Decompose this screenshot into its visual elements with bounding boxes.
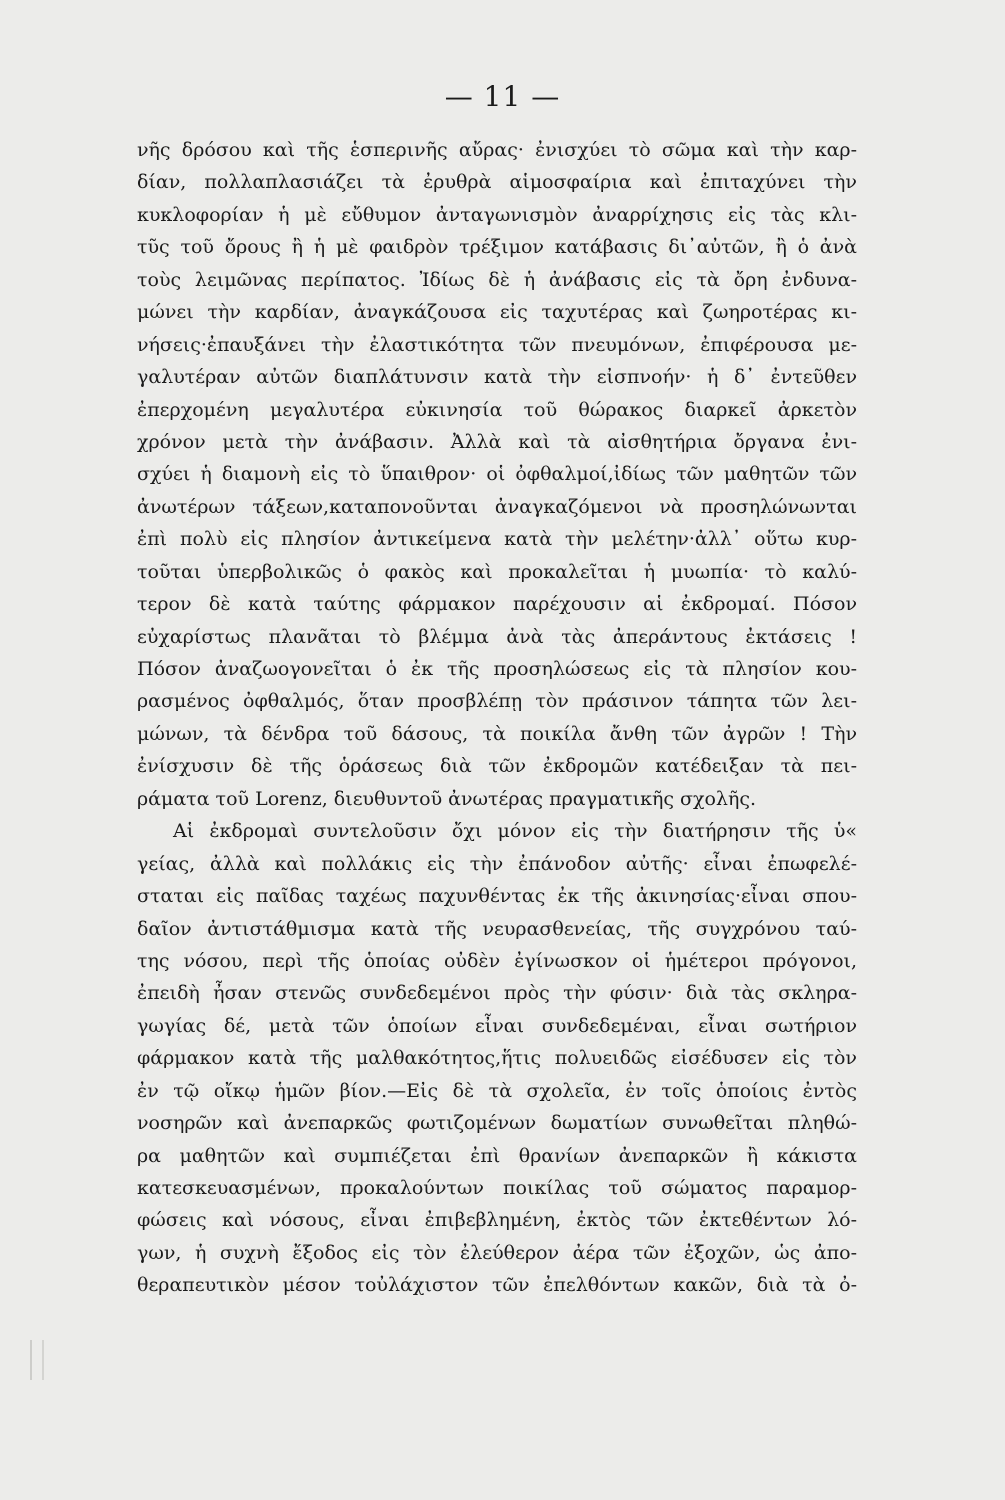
text-line: ἐν τῷ οἴκῳ ἡμῶν βίον.—Εἰς δὲ τὰ σχολεῖα, ἐν τοῖς ὁποίοις ἐντὸς — [137, 1079, 857, 1102]
text-line: κυκλοφορίαν ἡ μὲ εὔθυμον ἀνταγωνισμὸν ἀναρρίχησις εἰς τὰς κλι- — [137, 203, 857, 226]
text-line: νοσηρῶν καὶ ἀνεπαρκῶς φωτιζομένων δωματίων συνωθεῖται πληθώ- — [137, 1112, 857, 1135]
margin-smudge — [30, 1340, 44, 1380]
text-line: Πόσον ἀναζωογονεῖται ὁ ἐκ τῆς προσηλώσεως εἰς τὰ πλησίον κου- — [137, 658, 857, 680]
text-line: ρασμένος ὀφθαλμός, ὅταν προσβλέπῃ τὸν πράσινον τάπητα τῶν λει- — [137, 690, 857, 713]
page-number: — 11 — — [444, 80, 561, 113]
text-line: μώνει τὴν καρδίαν, ἀναγκάζουσα εἰς ταχυτέρας καὶ ζωηροτέρας κι- — [137, 301, 857, 324]
text-line: νήσεις·ἐπαυξάνει τὴν ἐλαστικότητα τῶν πνευμόνων, ἐπιφέρουσα με- — [137, 333, 857, 356]
text-line: νῆς δρόσου καὶ τῆς ἑσπερινῆς αὔρας· ἐνισχύει τὸ σῶμα καὶ τὴν καρ- — [137, 139, 857, 161]
text-line: γείας, ἀλλὰ καὶ πολλάκις εἰς τὴν ἐπάνοδον αὐτῆς· εἶναι ἐπωφελέ- — [137, 852, 857, 875]
text-line: ἐπερχομένη μεγαλυτέρα εὐκινησία τοῦ θώρακος διαρκεῖ ἀρκετὸν — [137, 398, 857, 421]
text-line: χρόνον μετὰ τὴν ἀνάβασιν. Ἀλλὰ καὶ τὰ αἰσθητήρια ὄργανα ἐνι- — [137, 430, 857, 453]
text-line: ράματα τοῦ Lorenz, διευθυντοῦ ἀνωτέρας πραγματικῆς σχολῆς. — [137, 787, 757, 810]
text-line: θεραπευτικὸν μέσον τοὐλάχιστον τῶν ἐπελθόντων κακῶν, διὰ τὰ ὀ- — [137, 1274, 857, 1297]
text-line: κατεσκευασμένων, προκαλούντων ποικίλας τοῦ σώματος παραμορ- — [137, 1177, 857, 1199]
text-line: φώσεις καὶ νόσους, εἶναι ἐπιβεβλημένη, ἐκτὸς τῶν ἐκτεθέντων λό- — [137, 1209, 857, 1232]
text-line: τοῦται ὑπερβολικῶς ὁ φακὸς καὶ προκαλεῖται ἡ μυωπία· τὸ καλύ- — [137, 560, 857, 583]
text-line: της νόσου, περὶ τῆς ὁποίας οὐδὲν ἐγίνωσκον οἱ ἡμέτεροι πρόγονοι, — [137, 949, 857, 972]
text-line: τερον δὲ κατὰ ταύτης φάρμακον παρέχουσιν αἱ ἐκδρομαί. Πόσον — [137, 593, 857, 616]
text-line: σταται εἰς παῖδας ταχέως παχυνθέντας ἐκ τῆς ἀκινησίας·εἶναι σπου- — [137, 885, 857, 908]
text-line: γαλυτέραν αὐτῶν διαπλάτυνσιν κατὰ τὴν εἰσπνοήν· ἡ δ᾿ ἐντεῦθεν — [137, 366, 857, 389]
text-line: δίαν, πολλαπλασιάζει τὰ ἐρυθρὰ αἱμοσφαίρια καὶ ἐπιταχύνει τὴν — [137, 171, 857, 194]
text-line: τοὺς λειμῶνας περίπατος. Ἰδίως δὲ ἡ ἀνάβασις εἰς τὰ ὄρη ἐνδυνα- — [137, 268, 857, 291]
text-line: ἐπειδὴ ἦσαν στενῶς συνδεδεμένοι πρὸς τὴν φύσιν· διὰ τὰς σκληρα- — [137, 982, 857, 1005]
text-line: γωγίας δέ, μετὰ τῶν ὁποίων εἶναι συνδεδεμέναι, εἶναι σωτήριον — [137, 1014, 857, 1037]
text-line: σχύει ἡ διαμονὴ εἰς τὸ ὕπαιθρον· οἱ ὀφθαλμοί,ἰδίως τῶν μαθητῶν τῶν — [137, 463, 857, 486]
text-line: ἐνίσχυσιν δὲ τῆς ὁράσεως διὰ τῶν ἐκδρομῶν κατέδειξαν τὰ πει- — [137, 755, 857, 778]
text-line: εὐχαρίστως πλανᾶται τὸ βλέμμα ἀνὰ τὰς ἀπεράντους ἐκτάσεις ! — [137, 625, 857, 648]
text-line: μώνων, τὰ δένδρα τοῦ δάσους, τὰ ποικίλα ἄνθη τῶν ἀγρῶν ! Τὴν — [137, 722, 857, 745]
text-line: φάρμακον κατὰ τῆς μαλθακότητος,ἥτις πολυειδῶς εἰσέδυσεν εἰς τὸν — [137, 1047, 857, 1070]
text-line: ἐπὶ πολὺ εἰς πλησίον ἀντικείμενα κατὰ τὴν μελέτην·ἀλλ᾿ οὕτω κυρ- — [137, 528, 857, 551]
paragraph-start-line: Αἱ ἐκδρομαὶ συντελοῦσιν ὄχι μόνον εἰς τὴν διατήρησιν τῆς ὑ« — [173, 820, 857, 843]
text-line: τῦς τοῦ ὄρους ἢ ἡ μὲ φαιδρὸν τρέξιμον κατάβασις δι᾿αὐτῶν, ἢ ὁ ἀνὰ — [137, 236, 857, 259]
text-line: ἀνωτέρων τάξεων,καταπονοῦνται ἀναγκαζόμενοι νὰ προσηλώνωνται — [137, 495, 857, 518]
body-text — [137, 134, 857, 1302]
text-line: γων, ἡ συχνὴ ἔξοδος εἰς τὸν ἐλεύθερον ἀέρα τῶν ἐξοχῶν, ὡς ἀπο- — [137, 1241, 857, 1264]
text-line: ρα μαθητῶν καὶ συμπιέζεται ἐπὶ θρανίων ἀνεπαρκῶν ἢ κάκιστα — [137, 1144, 857, 1167]
text-line: δαῖον ἀντιστάθμισμα κατὰ τῆς νευρασθενείας, τῆς συγχρόνου ταύ- — [137, 917, 857, 940]
